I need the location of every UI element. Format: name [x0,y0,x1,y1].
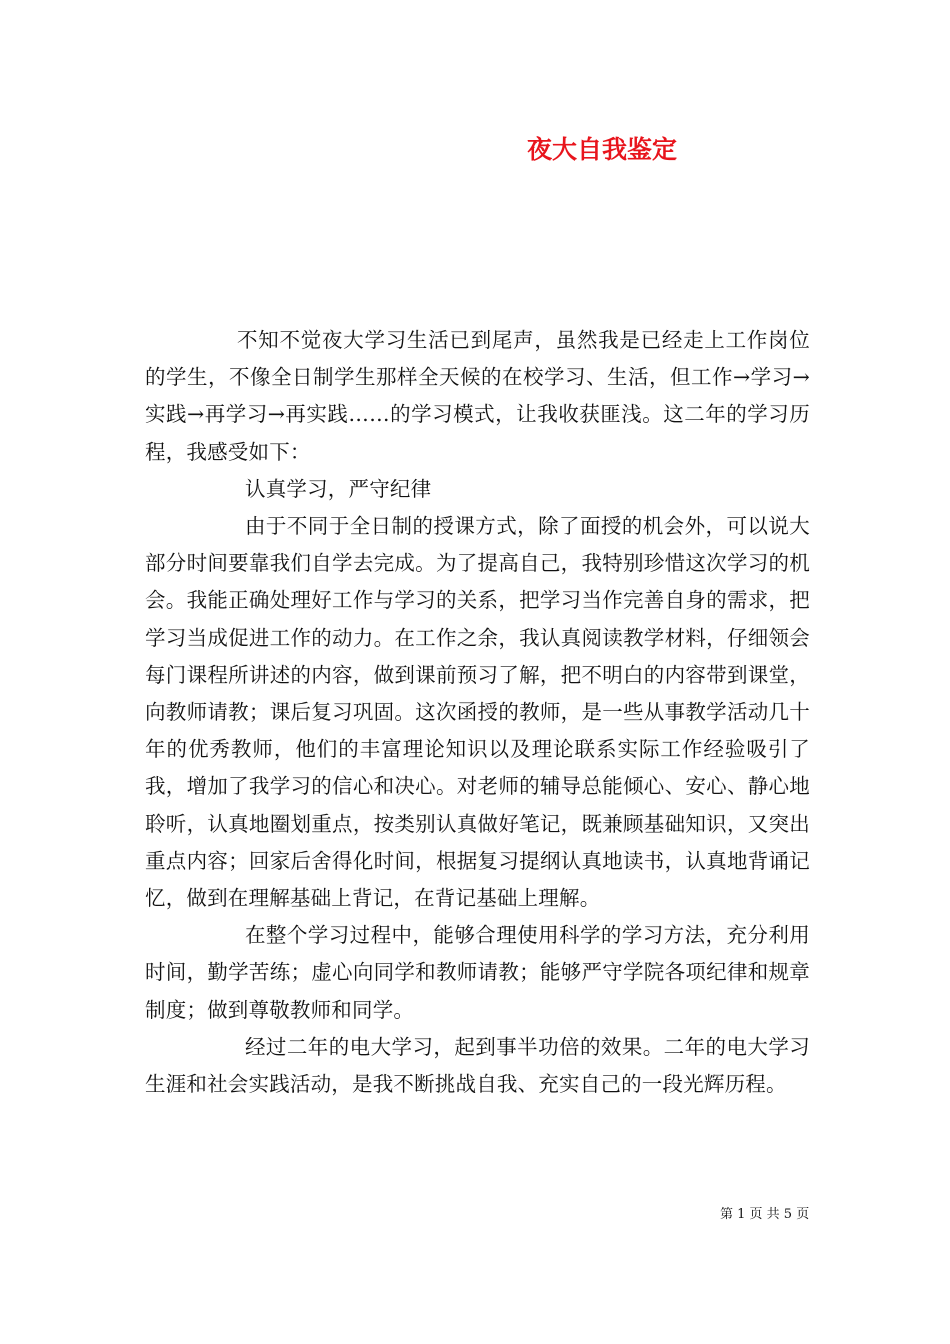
section-heading: 认真学习，严守纪律 [245,476,432,501]
study-paragraph: 由于不同于全日制的授课方式，除了面授的机会外，可以说大部分时间要靠我们自学去完成。为了提高自己，我特别珍惜这次学习的机会。我能正确处理好工作与学习的关系，把学习当作完善自身的需求，把学习当成促进工作的动力。在工作之余，我认真阅读教学材料，仔细领会每门课程所讲述的内容，做到课前预习了解，把不明白的内容带到课堂，向教师请教；课后复习巩固。这次函授的教师，是一些从事教学活动几十年的优秀教师，他们的丰富理论知识以及理论联系实际工作经验吸引了我，增加了我学习的信心和决心。对老师的辅导总能倾心、安心、静心地聆听，认真地圈划重点，按类别认真做好笔记，既兼顾基础知识，又突出重点内容；回家后舍得化时间，根据复习提纲认真地读书，认真地背诵记忆，做到在理解基础上背记，在背记基础上理解。 [145,514,810,911]
intro-paragraph: 不知不觉夜大学习生活已到尾声，虽然我是已经走上工作岗位的学生，不像全日制学生那样全天候的在校学习、生活，但工作→学习→实践→再学习→再实践……的学习模式，让我收获匪浅。这二年的学习历程，我感受如下： [145,328,810,464]
page-number-footer: 第 1 页 共 5 页 [720,1207,810,1222]
document-body [145,322,810,1103]
document-title: 夜大自我鉴定 [527,135,678,164]
method-paragraph: 在整个学习过程中，能够合理使用科学的学习方法，充分利用时间，勤学苦练；虚心向同学和教师请教；能够严守学院各项纪律和规章制度；做到尊敬教师和同学。 [145,923,810,1022]
conclusion-paragraph: 经过二年的电大学习，起到事半功倍的效果。二年的电大学习生涯和社会实践活动，是我不断挑战自我、充实自己的一段光辉历程。 [145,1034,810,1097]
